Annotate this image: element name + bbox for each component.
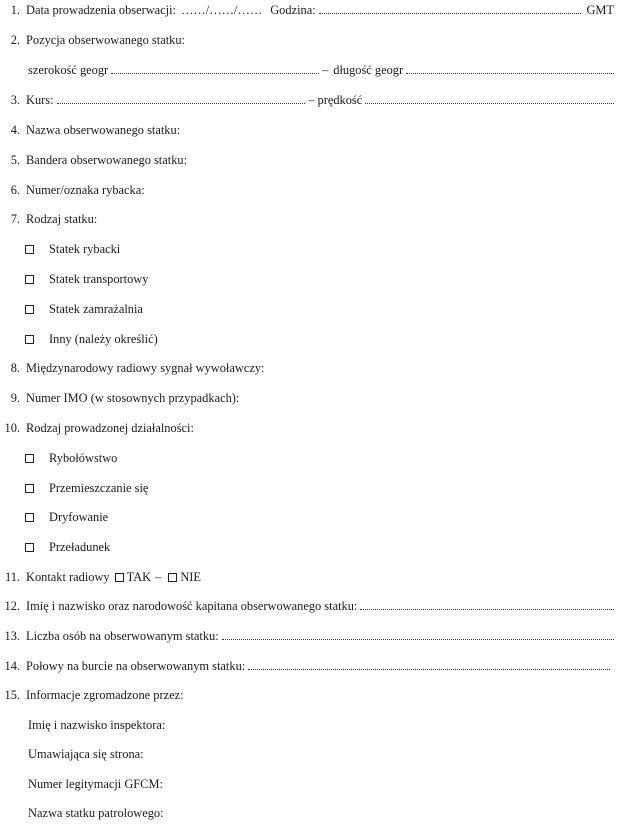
transhipment-checkbox[interactable]	[25, 543, 34, 552]
collected-by-label: Informacje zgromadzone przez:	[26, 688, 184, 702]
catch-on-board-blank[interactable]	[248, 659, 610, 670]
item-number: 11.	[4, 570, 20, 584]
option-row	[0, 539, 620, 555]
dash: –	[308, 93, 315, 107]
inspector-name-label: Imię i nazwisko inspektora:	[28, 718, 166, 732]
option-label: Statek transportowy	[49, 272, 149, 286]
item-number: 9.	[10, 391, 20, 405]
item-number: 13.	[4, 629, 20, 643]
vessel-name-label: Nazwa obserwowanego statku:	[26, 123, 181, 137]
item-1	[0, 2, 620, 18]
patrol-vessel-row	[0, 805, 620, 821]
persons-on-board-blank[interactable]	[222, 629, 614, 640]
dash: –	[322, 63, 329, 77]
item-13	[0, 628, 620, 644]
contracting-party-label: Umawiająca się strona:	[28, 747, 144, 761]
option-row	[0, 241, 620, 257]
latitude-label: szerokość geogr	[28, 63, 109, 77]
longitude-blank[interactable]	[406, 63, 614, 74]
master-name-blank[interactable]	[360, 599, 614, 610]
speed-label: prędkość	[317, 93, 363, 107]
dash: –	[155, 570, 162, 584]
vessel-type-label: Rodzaj statku:	[26, 212, 98, 226]
item-number: 4.	[10, 123, 20, 137]
fishing-vessel-checkbox[interactable]	[25, 245, 34, 254]
item-11	[0, 569, 620, 585]
persons-on-board-label: Liczba osób na obserwowanym statku:	[26, 629, 219, 643]
item-number: 14.	[4, 659, 20, 673]
observation-date-label: Data prowadzenia obserwacji:	[26, 3, 176, 17]
option-label: Statek rybacki	[49, 242, 121, 256]
position-label: Pozycja obserwowanego statku:	[26, 33, 185, 47]
option-label: Przeładunek	[49, 540, 111, 554]
item-number: 7.	[10, 212, 20, 226]
item-5	[0, 152, 620, 168]
call-sign-label: Międzynarodowy radiowy sygnał wywoławczy:	[26, 361, 265, 375]
option-row	[0, 450, 620, 466]
imo-number-label: Numer IMO (w stosownych przypadkach):	[26, 391, 240, 405]
item-number: 3.	[10, 93, 20, 107]
drifting-checkbox[interactable]	[25, 513, 34, 522]
option-row	[0, 271, 620, 287]
item-number: 6.	[10, 183, 20, 197]
option-row	[0, 301, 620, 317]
contracting-party-row	[0, 746, 620, 762]
time-blank[interactable]	[319, 3, 582, 14]
item-number: 12.	[4, 599, 20, 613]
transport-vessel-checkbox[interactable]	[25, 275, 34, 284]
master-name-label: Imię i nazwisko oraz narodowość kapitana obserwowanego statku:	[26, 599, 358, 613]
date-blank[interactable]: ……/……/……	[181, 3, 263, 17]
patrol-vessel-label: Nazwa statku patrolowego:	[28, 806, 164, 820]
option-label: Inny (należy określić)	[49, 332, 158, 346]
course-blank[interactable]	[57, 93, 306, 104]
steaming-checkbox[interactable]	[25, 484, 34, 493]
gmt-label: GMT	[586, 3, 614, 17]
item-14	[0, 658, 620, 674]
item-6	[0, 182, 620, 198]
gfcm-id-label: Numer legitymacji GFCM:	[28, 777, 163, 791]
vessel-flag-label: Bandera obserwowanego statku:	[26, 153, 188, 167]
radio-yes-checkbox[interactable]	[115, 573, 124, 582]
option-row	[0, 509, 620, 525]
item-number: 15.	[4, 688, 20, 702]
option-label: Przemieszczanie się	[49, 481, 149, 495]
fishing-checkbox[interactable]	[25, 454, 34, 463]
item-9	[0, 390, 620, 406]
activity-type-label: Rodzaj prowadzonej działalności:	[26, 421, 194, 435]
item-4	[0, 122, 620, 138]
item-8	[0, 360, 620, 376]
item-number: 5.	[10, 153, 20, 167]
longitude-label: długość geogr	[333, 63, 404, 77]
option-label: Rybołówstwo	[49, 451, 118, 465]
gfcm-id-row	[0, 776, 620, 792]
time-label: Godzina:	[270, 3, 316, 17]
item-2	[0, 32, 620, 48]
item-7	[0, 211, 620, 227]
latitude-blank[interactable]	[111, 63, 319, 74]
yes-label: TAK	[126, 570, 152, 584]
no-label: NIE	[180, 570, 201, 584]
inspector-name-row	[0, 717, 620, 733]
item-10	[0, 420, 620, 436]
fishing-number-label: Numer/oznaka rybacka:	[26, 183, 145, 197]
item-number: 2.	[10, 33, 20, 47]
catch-on-board-label: Połowy na burcie na obserwowanym statku:	[26, 659, 246, 673]
option-label: Dryfowanie	[49, 510, 109, 524]
course-label: Kurs:	[26, 93, 54, 107]
item-number: 10.	[4, 421, 20, 435]
radio-contact-label: Kontakt radiowy	[26, 570, 110, 584]
position-row	[0, 62, 620, 78]
option-label: Statek zamrażalnia	[49, 302, 143, 316]
item-number: 8.	[10, 361, 20, 375]
option-row	[0, 331, 620, 347]
freezer-vessel-checkbox[interactable]	[25, 305, 34, 314]
item-3	[0, 92, 620, 108]
option-row	[0, 480, 620, 496]
item-12	[0, 598, 620, 614]
other-vessel-checkbox[interactable]	[25, 335, 34, 344]
item-number: 1.	[10, 3, 20, 17]
speed-blank[interactable]	[365, 93, 614, 104]
item-15	[0, 687, 620, 703]
radio-no-checkbox[interactable]	[168, 573, 177, 582]
